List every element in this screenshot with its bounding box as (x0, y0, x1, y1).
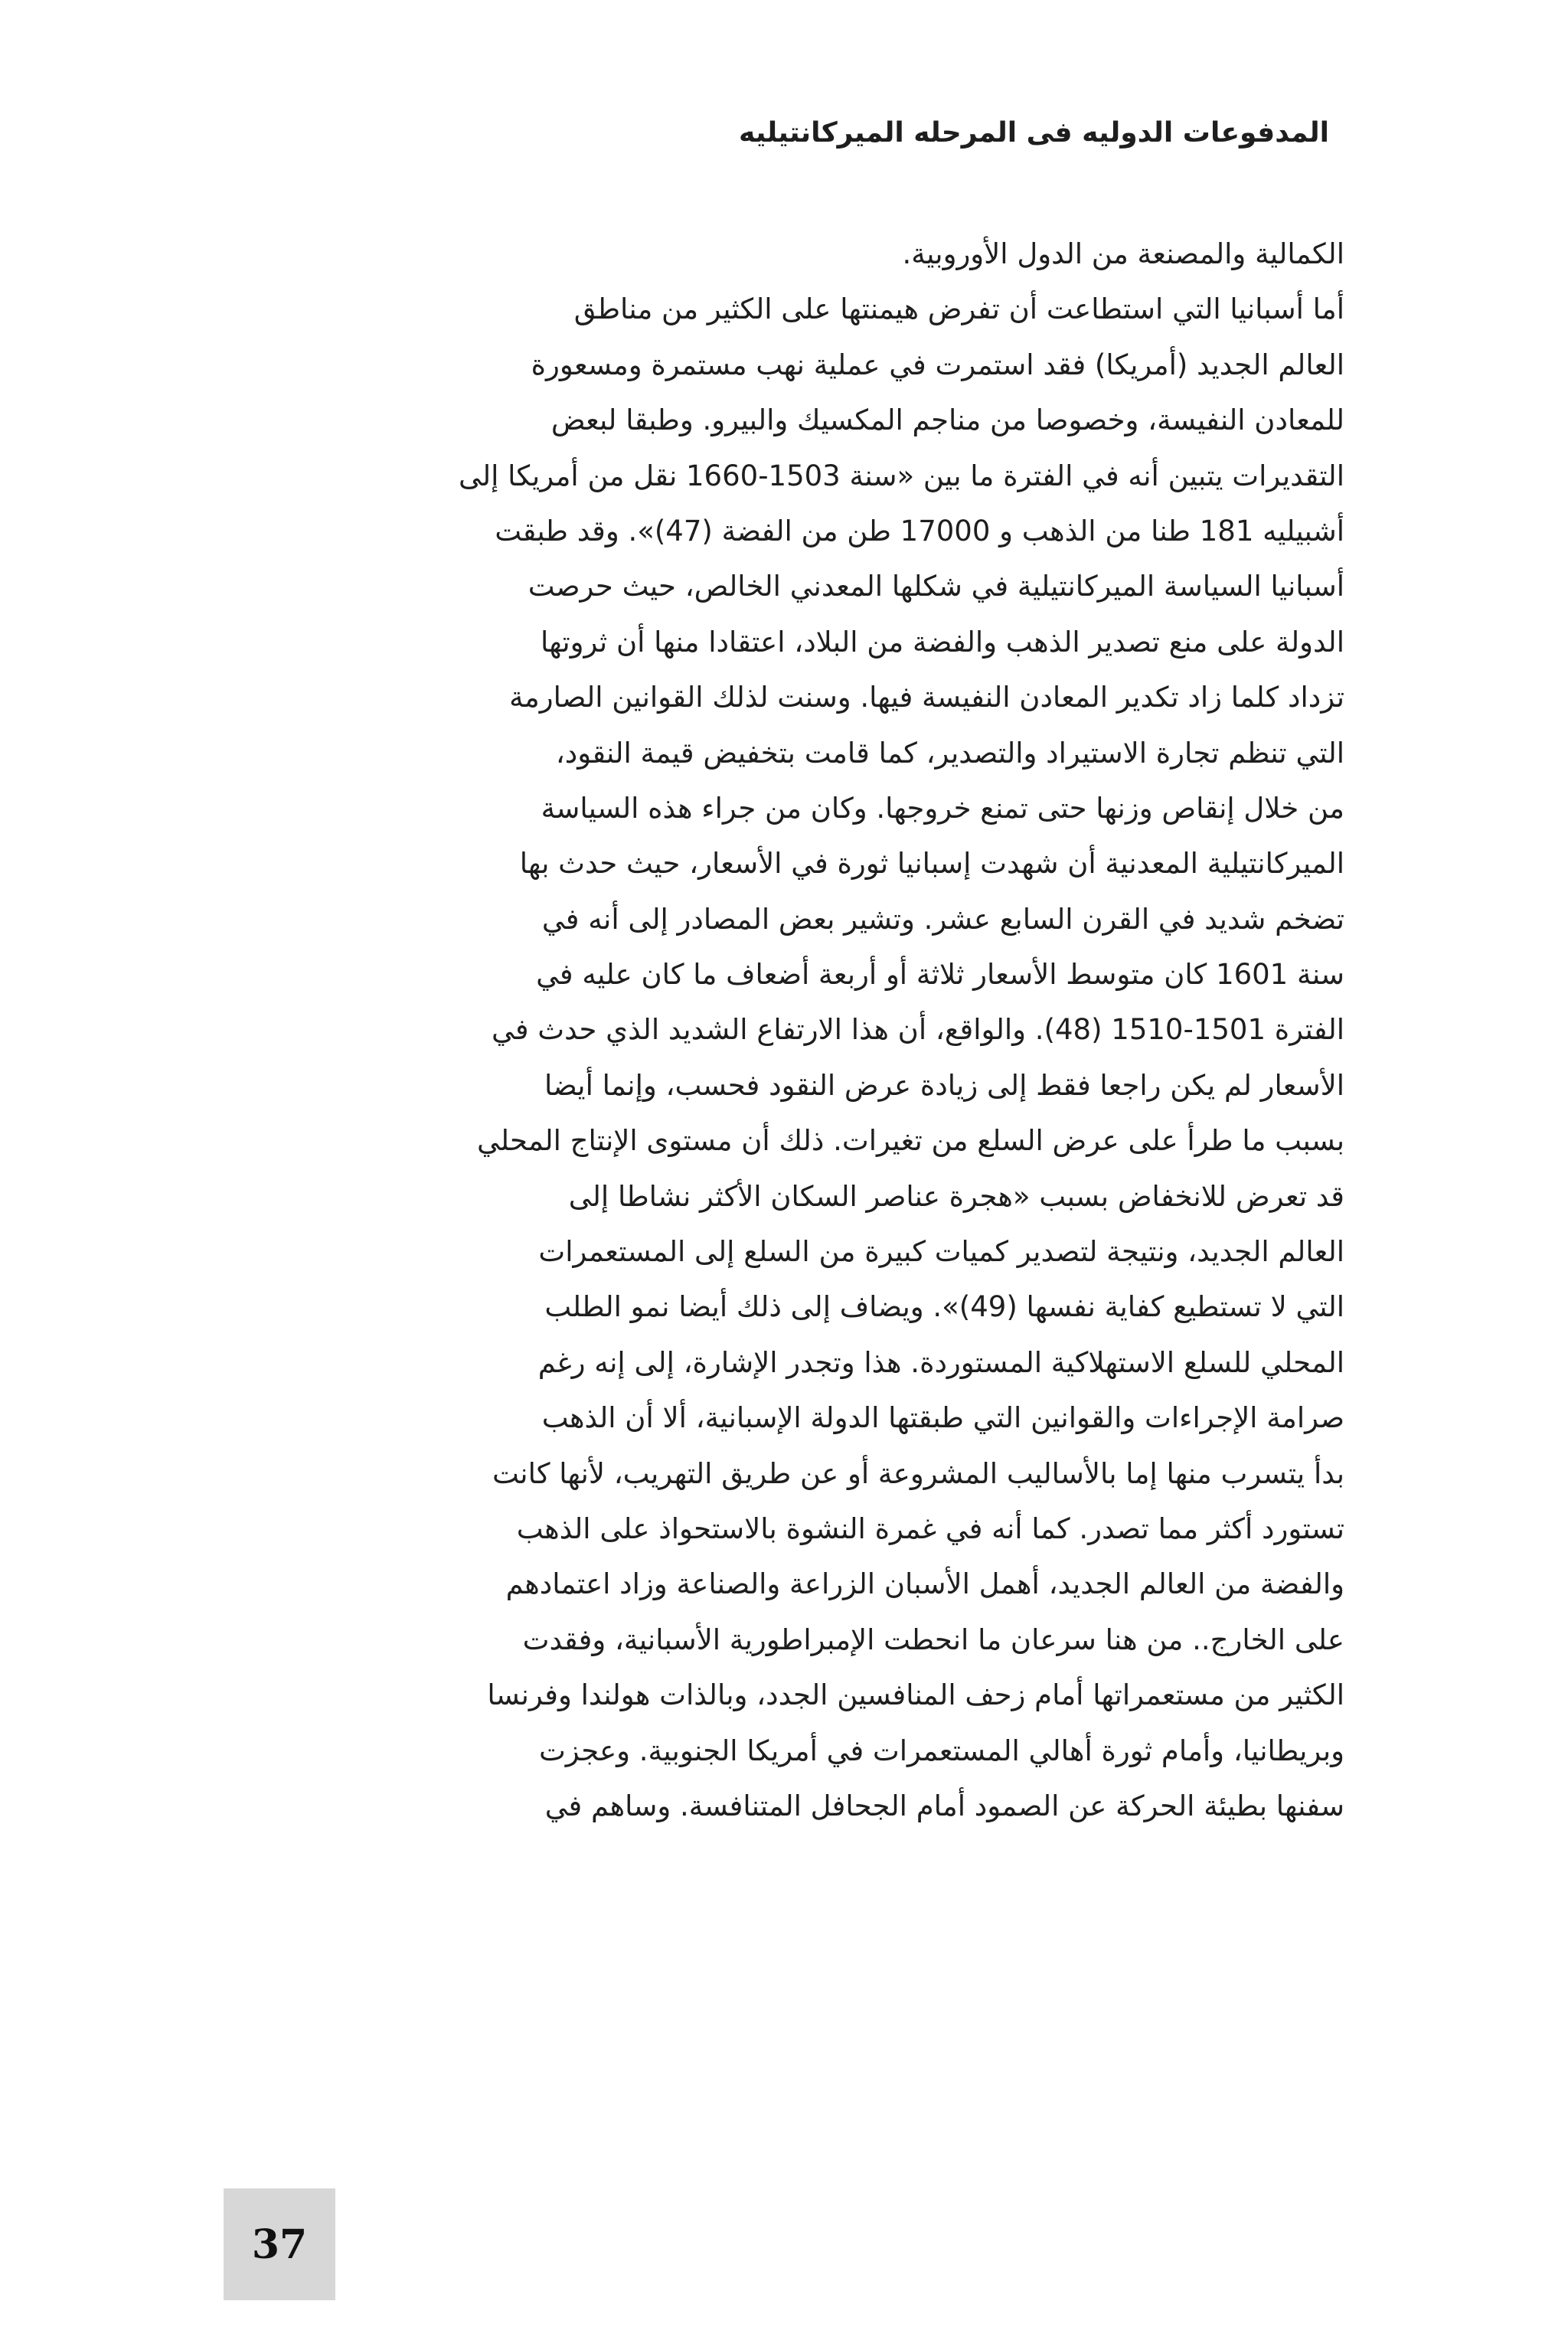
text-line: تستورد أكثر مما تصدر. كما أنه في غمرة النشوة بالاستحواذ على الذهب (516, 1512, 1344, 1545)
text-line: سفنها بطيئة الحركة عن الصمود أمام الجحافل المتنافسة. وساهم في (544, 1789, 1344, 1822)
text-line: صرامة الإجراءات والقوانين التي طبقتها الدولة الإسبانية، ألا أن الذهب (541, 1401, 1344, 1435)
page-number-box (224, 2188, 335, 2300)
text-line: التقديرات يتبين أنه في الفترة ما بين «سنة 1503-1660 نقل من أمريكا إلى (459, 459, 1344, 492)
text-line: وبريطانيا، وأمام ثورة أهالي المستعمرات في أمريكا الجنوبية. وعجزت (538, 1734, 1344, 1767)
running-header: المدفوعات الدوليه فى المرحله الميركانتيليه (739, 117, 1329, 149)
text-line: بدأ يتسرب منها إما بالأساليب المشروعة أو عن طريق التهريب، لأنها كانت (492, 1456, 1344, 1490)
text-line: على الخارج.. من هنا سرعان ما انحطت الإمبراطورية الأسبانية، وفقدت (522, 1623, 1344, 1656)
text-line: قد تعرض للانخفاض بسبب «هجرة عناصر السكان الأكثر نشاطا إلى (568, 1179, 1344, 1213)
text-line: الكمالية والمصنعة من الدول الأوروبية. (902, 237, 1344, 270)
body-text (227, 227, 1344, 1834)
text-line: الكثير من مستعمراتها أمام زحف المنافسين الجدد، وبالذات هولندا وفرنسا (487, 1678, 1344, 1712)
text-line: والفضة من العالم الجديد، أهمل الأسبان الزراعة والصناعة وزاد اعتمادهم (505, 1567, 1344, 1601)
text-line: تزداد كلما زاد تكدير المعادن النفيسة فيها. وسنت لذلك القوانين الصارمة (509, 681, 1344, 714)
text-line: العالم الجديد، ونتيجة لتصدير كميات كبيرة من السلع إلى المستعمرات (538, 1235, 1344, 1269)
text-line: التي تنظم تجارة الاستيراد والتصدير، كما قامت بتخفيض قيمة النقود، (555, 736, 1344, 770)
text-line: العالم الجديد (أمريكا) فقد استمرت في عملية نهب مستمرة ومسعورة (531, 348, 1344, 381)
text-line: أسبانيا السياسة الميركانتيلية في شكلها المعدني الخالص، حيث حرصت (528, 570, 1344, 603)
text-line: تضخم شديد في القرن السابع عشر. وتشير بعض المصادر إلى أنه في (541, 902, 1344, 936)
text-line: التي لا تستطيع كفاية نفسها (49)». ويضاف إلى ذلك أيضا نمو الطلب (544, 1290, 1344, 1324)
text-line: الفترة 1501-1510 (48). والواقع، أن هذا الارتفاع الشديد الذي حدث في (492, 1013, 1344, 1047)
text-line: بسبب ما طرأ على عرض السلع من تغيرات. ذلك أن مستوى الإنتاج المحلي (476, 1124, 1344, 1158)
text-line: سنة 1601 كان متوسط الأسعار ثلاثة أو أربعة أضعاف ما كان عليه في (536, 958, 1344, 992)
page-number: 37 (251, 2221, 308, 2268)
text-line: أما أسبانيا التي استطاعت أن تفرض هيمنتها على الكثير من مناطق (573, 293, 1344, 326)
text-line: الدولة على منع تصدير الذهب والفضة من البلاد، اعتقادا منها أن ثروتها (540, 625, 1344, 659)
text-line: الميركانتيلية المعدنية أن شهدت إسبانيا ثورة في الأسعار، حيث حدث بها (519, 847, 1344, 881)
text-line: من خلال إنقاص وزنها حتى تمنع خروجها. وكان من جراء هذه السياسة (541, 791, 1344, 825)
text-line: الأسعار لم يكن راجعا فقط إلى زيادة عرض النقود فحسب، وإنما أيضا (544, 1068, 1344, 1102)
text-line: المحلي للسلع الاستهلاكية المستوردة. هذا وتجدر الإشارة، إلى إنه رغم (537, 1345, 1344, 1379)
text-line: أشبيليه 181 طنا من الذهب و 17000 طن من الفضة (47)». وقد طبقت (495, 514, 1344, 547)
text-line: للمعادن النفيسة، وخصوصا من مناجم المكسيك والبيرو. وطبقا لبعض (550, 404, 1344, 437)
